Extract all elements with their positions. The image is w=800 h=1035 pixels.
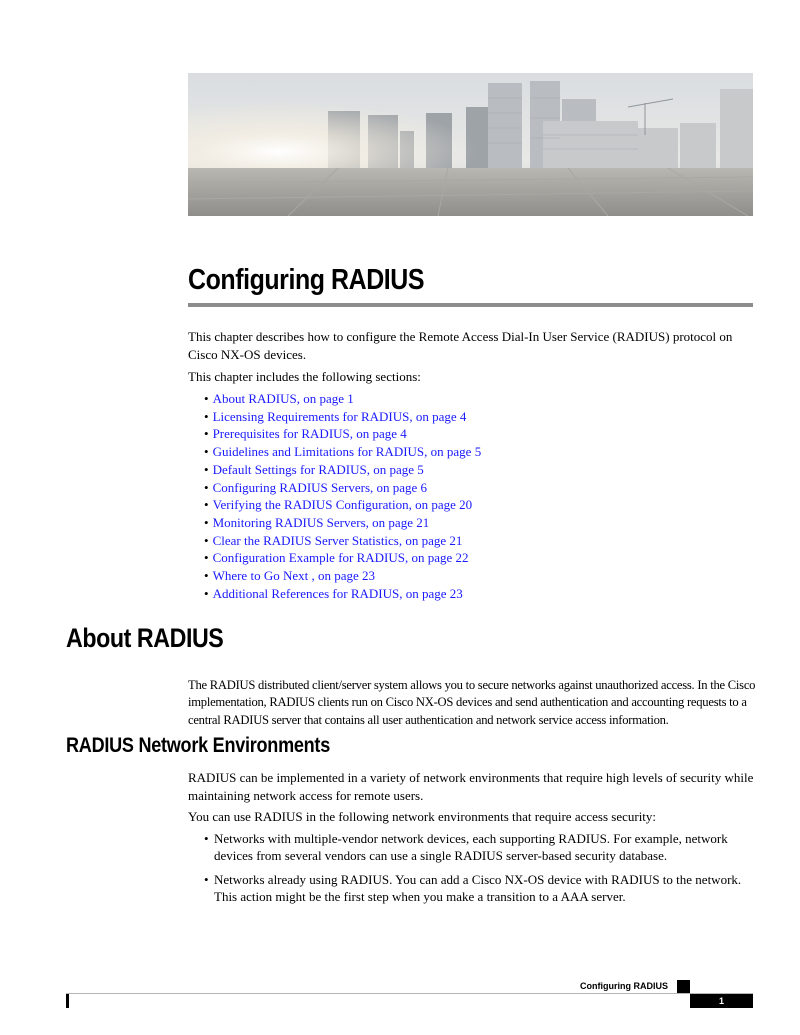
toc-item	[204, 408, 481, 426]
toc-item	[204, 549, 481, 567]
toc-link-default-settings[interactable]: Default Settings for RADIUS, on page 5	[212, 461, 424, 477]
toc-item	[204, 567, 481, 585]
footer-marker	[677, 980, 690, 993]
toc-item	[204, 425, 481, 443]
network-environments-paragraph: RADIUS can be implemented in a variety of network environments that require high levels of security while maintaining network access for remote users.	[188, 770, 754, 803]
footer-rule	[66, 993, 753, 994]
title-rule	[188, 303, 753, 307]
toc-item	[204, 479, 481, 497]
intro-paragraph: This chapter describes how to configure the Remote Access Dial-In User Service (RADIUS) protocol on Cisco NX-OS devices.	[188, 329, 733, 362]
network-environments-use-paragraph: You can use RADIUS in the following network environments that require access security:	[188, 809, 657, 824]
toc-item	[204, 443, 481, 461]
network-environments-heading: RADIUS Network Environments	[66, 734, 330, 757]
footer-chapter-title: Configuring RADIUS	[580, 981, 668, 991]
toc-link-where-to-go-next[interactable]: Where to Go Next , on page 23	[212, 568, 376, 584]
toc-item	[204, 390, 481, 408]
includes-paragraph: This chapter includes the following sections:	[188, 369, 421, 384]
toc-link-configuration-example[interactable]: Configuration Example for RADIUS, on page 22	[212, 550, 469, 566]
toc-link-additional-references[interactable]: Additional References for RADIUS, on page 23	[212, 585, 463, 601]
environment-bullet-multivendor: • Networks with multiple-vendor network devices, each supporting RADIUS. For example, network devices from several vendors can use a single RADIUS server-based security database.	[204, 831, 749, 864]
toc-item	[204, 532, 481, 550]
about-radius-heading: About RADIUS	[66, 623, 224, 653]
chapter-title: Configuring RADIUS	[188, 264, 425, 296]
toc-item	[204, 461, 481, 479]
toc-item	[204, 514, 481, 532]
section-link-list	[204, 390, 481, 602]
about-radius-paragraph: The RADIUS distributed client/server system allows you to secure networks against unauthorized access. In the Cisco implementation, RADIUS clients run on Cisco NX-OS devices and send authentication and accounting requests to a central RADIUS server that contains all user authentication and network service access information.	[188, 677, 756, 727]
environment-bullet-list	[204, 831, 749, 913]
toc-item	[204, 585, 481, 603]
page-number: 1	[690, 994, 753, 1008]
toc-link-verifying[interactable]: Verifying the RADIUS Configuration, on page 20	[212, 497, 473, 513]
footer-left-bar	[66, 994, 69, 1008]
toc-link-about-radius[interactable]: About RADIUS, on page 1	[212, 391, 354, 406]
toc-link-monitoring[interactable]: Monitoring RADIUS Servers, on page 21	[212, 514, 430, 530]
toc-link-licensing[interactable]: Licensing Requirements for RADIUS, on page 4	[212, 408, 467, 424]
toc-link-configuring-servers[interactable]: Configuring RADIUS Servers, on page 6	[212, 479, 428, 495]
city-skyline-banner-image	[188, 73, 753, 216]
toc-link-prerequisites[interactable]: Prerequisites for RADIUS, on page 4	[212, 426, 407, 442]
toc-link-clear-statistics[interactable]: Clear the RADIUS Server Statistics, on page 21	[212, 532, 463, 548]
environment-bullet-existing-radius: • Networks already using RADIUS. You can add a Cisco NX-OS device with RADIUS to the network. This action might be the first step when you make a transition to a AAA server.	[204, 872, 749, 905]
toc-item	[204, 496, 481, 514]
toc-link-guidelines[interactable]: Guidelines and Limitations for RADIUS, on page 5	[212, 444, 482, 460]
